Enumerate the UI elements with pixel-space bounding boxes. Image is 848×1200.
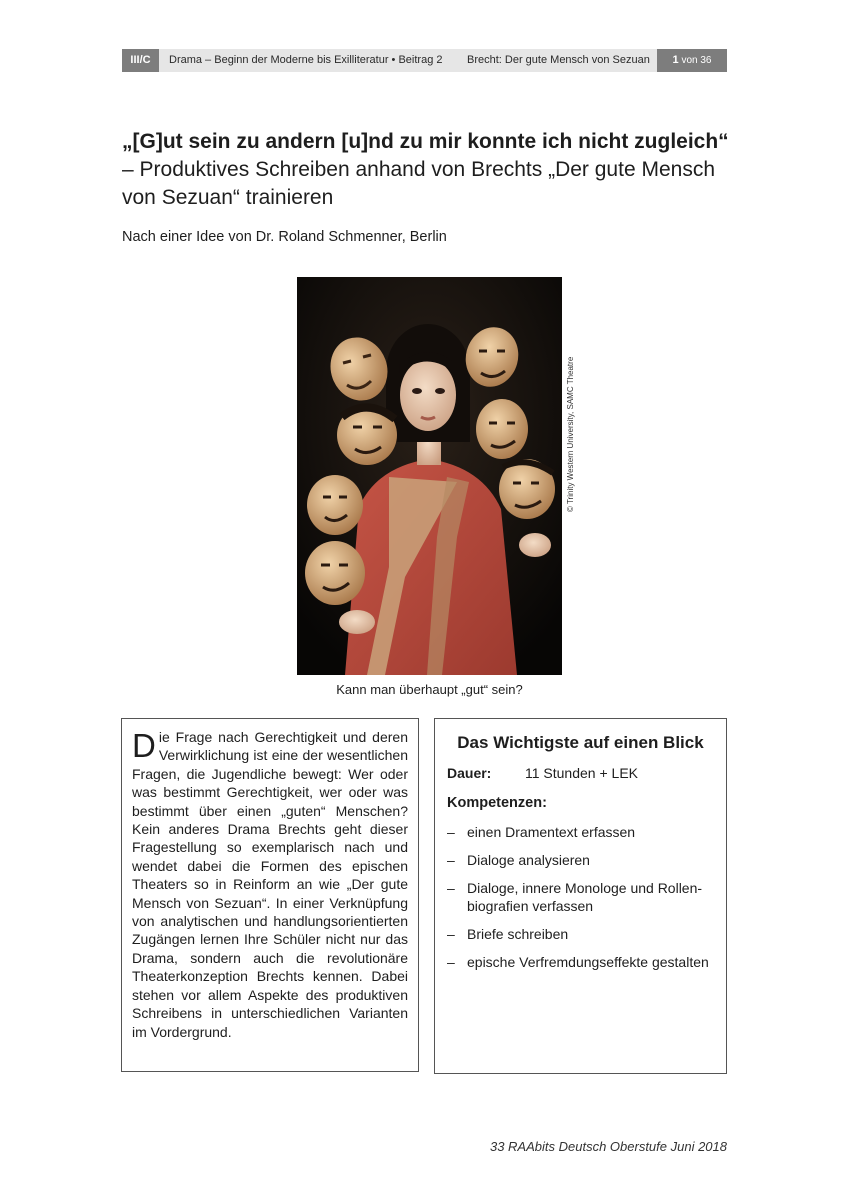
- intro-box: [121, 718, 419, 1072]
- page-total: von 36: [681, 55, 712, 66]
- page-title-bold: „[G]ut sein zu andern [u]nd zu mir konnte ich nicht zugleich“: [122, 130, 729, 153]
- duration-row: [447, 765, 714, 781]
- duration-value: 11 Stunden + LEK: [525, 765, 638, 781]
- mask-icon: [499, 459, 555, 519]
- list-item: – Dialoge analysieren: [447, 851, 714, 869]
- page-indicator: [657, 49, 727, 72]
- list-item: – Dialoge, innere Monologe und Rollenbiografien verfassen: [447, 879, 714, 915]
- list-item: – Briefe schreiben: [447, 925, 714, 943]
- overview-title: Das Wichtigste auf einen Blick: [457, 733, 704, 752]
- page-number: 1: [672, 54, 679, 66]
- theatre-photo-illustration: [297, 277, 562, 675]
- photo-caption: Kann man überhaupt „gut“ sein?: [336, 682, 523, 697]
- overview-box: [434, 718, 727, 1074]
- competencies-list: [447, 823, 714, 971]
- page-title: [122, 128, 742, 212]
- intro-paragraph: [132, 728, 408, 1041]
- mask-icon: [307, 475, 363, 535]
- header-series-title: Drama – Beginn der Moderne bis Exilliteratur • Beitrag 2: [169, 54, 443, 66]
- page-header: [122, 49, 727, 72]
- drop-cap: D: [132, 727, 156, 764]
- list-item: – einen Dramentext erfassen: [447, 823, 714, 841]
- competencies-heading: Kompetenzen:: [447, 795, 547, 811]
- list-item: – epische Verfremdungseffekte gestalten: [447, 953, 714, 971]
- section-tag: III/C: [122, 49, 159, 72]
- header-article-title: Brecht: Der gute Mensch von Sezuan: [467, 54, 650, 66]
- intro-text: ie Frage nach Gerechtigkeit und deren Verwirklichung ist eine der wesentlichen Fragen, die Jugendliche bewegt: Wer oder was bestimmt Gerechtigkeit, wer oder was bestimmt über einen „guten“ Menschen? Kein anderes Drama Brechts geht dieser Fragestellung so exemplarisch nach und wendet dabei die Formen des epischen Theaters so in Reinform an wie „Der gute Mensch von Sezuan“. In einer Verknüpfung von analytischen und handlungsorientierten Zugängen lernen Ihre Schüler nicht nur das Drama, sondern auch die revolutionäre Theaterkonzeption Brechts kennen. Dabei stehen vor allem Aspekte des produktiven Schreibens in unterschiedlichen Varianten im Vordergrund.: [132, 729, 408, 1040]
- mask-icon: [476, 399, 528, 459]
- duration-label: Dauer:: [447, 765, 492, 781]
- page-title-rest: – Produktives Schreiben anhand von Brechts „Der gute Mensch von Sezuan“ trainieren: [122, 158, 715, 209]
- page-footer: 33 RAAbits Deutsch Oberstufe Juni 2018: [489, 1139, 727, 1154]
- author-line: Nach einer Idee von Dr. Roland Schmenner, Berlin: [122, 229, 447, 245]
- photo-credit-text: © Trinity Western University, SAMC Theatre: [566, 356, 575, 512]
- mask-icon: [337, 405, 397, 465]
- theatre-photo: [297, 277, 562, 675]
